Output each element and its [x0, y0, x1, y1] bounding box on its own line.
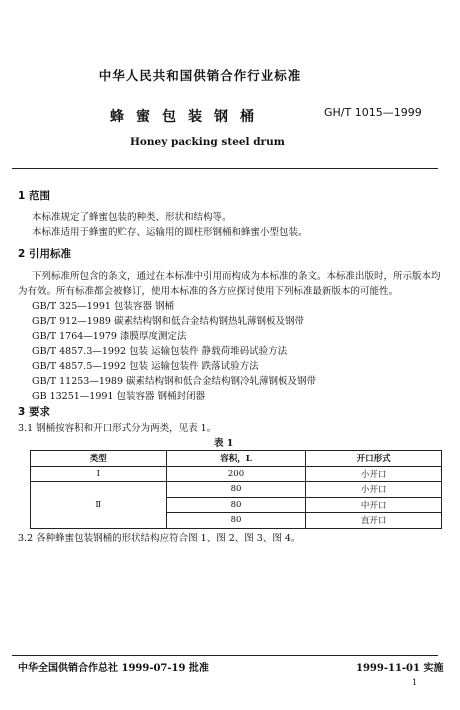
approval-info: 中华全国供销合作总社 1999-07-19 批准: [18, 663, 209, 674]
table-cell: 小开口: [306, 466, 442, 482]
reference-item: GB/T 912—1989 碳素结构钢和低合金结构钢热轧薄钢板及钢带: [32, 316, 304, 327]
section-3-heading: 3 要求: [18, 406, 50, 418]
reference-item: GB 13251—1991 包装容器 钢桶封闭器: [32, 391, 206, 402]
reference-item: GB/T 325—1991 包装容器 钢桶: [32, 301, 174, 312]
table-cell: 中开口: [306, 497, 442, 513]
table-header-cell: 开口形式: [306, 451, 442, 467]
table-1: [30, 450, 442, 529]
standard-category: 中华人民共和国供销合作行业标准: [98, 68, 302, 83]
section-2-intro-line-1: 下列标准所包含的条文，通过在本标准中引用而构成为本标准的条文。本标准出版时，所示版本均: [32, 271, 441, 282]
table-row: [31, 482, 442, 498]
table-cell: 80: [166, 482, 306, 498]
section-1-para-1: 本标准规定了蜂蜜包装的种类、形状和结构等。: [32, 212, 232, 223]
table-cell: 80: [166, 497, 306, 513]
clause-3-1: 3.1 钢桶按容积和开口形式分为两类，见表 1。: [18, 423, 217, 434]
effective-date: 1999-11-01 实施: [356, 663, 444, 674]
section-1-heading: 1 范围: [18, 190, 50, 202]
table-cell: 小开口: [306, 482, 442, 498]
table-cell: Ⅱ: [31, 482, 167, 529]
table-cell: 直开口: [306, 513, 442, 529]
reference-item: GB/T 4857.5—1992 包装 运输包装件 跌落试验方法: [32, 361, 259, 372]
document-title-english: Honey packing steel drum: [130, 136, 285, 148]
document-title: 蜂蜜包装钢桶: [110, 109, 266, 125]
table-row: [31, 466, 442, 482]
reference-item: GB/T 1764—1979 漆膜厚度测定法: [32, 331, 187, 342]
table-cell: Ⅰ: [31, 466, 167, 482]
section-1-para-2: 本标准适用于蜂蜜的贮存、运输用的圆柱形钢桶和蜂蜜小型包装。: [32, 227, 308, 238]
standard-code: GH/T 1015—1999: [324, 106, 422, 119]
page-number: 1: [412, 678, 418, 687]
table-cell: 80: [166, 513, 306, 529]
table-header-row: [31, 451, 442, 467]
table-1-caption: 表 1: [214, 438, 234, 449]
table-header-cell: 容积，L: [166, 451, 306, 467]
reference-item: GB/T 4857.3—1992 包装 运输包装件 静载荷堆码试验方法: [32, 346, 288, 357]
section-2-heading: 2 引用标准: [18, 248, 71, 260]
section-2-intro-line-2: 为有效。所有标准都会被修订，使用本标准的各方应探讨使用下列标准最新版本的可能性。: [18, 286, 399, 297]
table-cell: 200: [166, 466, 306, 482]
table-header-cell: 类型: [31, 451, 167, 467]
reference-item: GB/T 11253—1989 碳素结构钢和低合金结构钢冷轧薄钢板及钢带: [32, 376, 317, 387]
clause-3-2: 3.2 各种蜂蜜包装钢桶的形状结构应符合图 1、图 2、图 3、图 4。: [18, 533, 301, 544]
header-divider: [12, 168, 438, 169]
footer-divider: [12, 655, 438, 656]
